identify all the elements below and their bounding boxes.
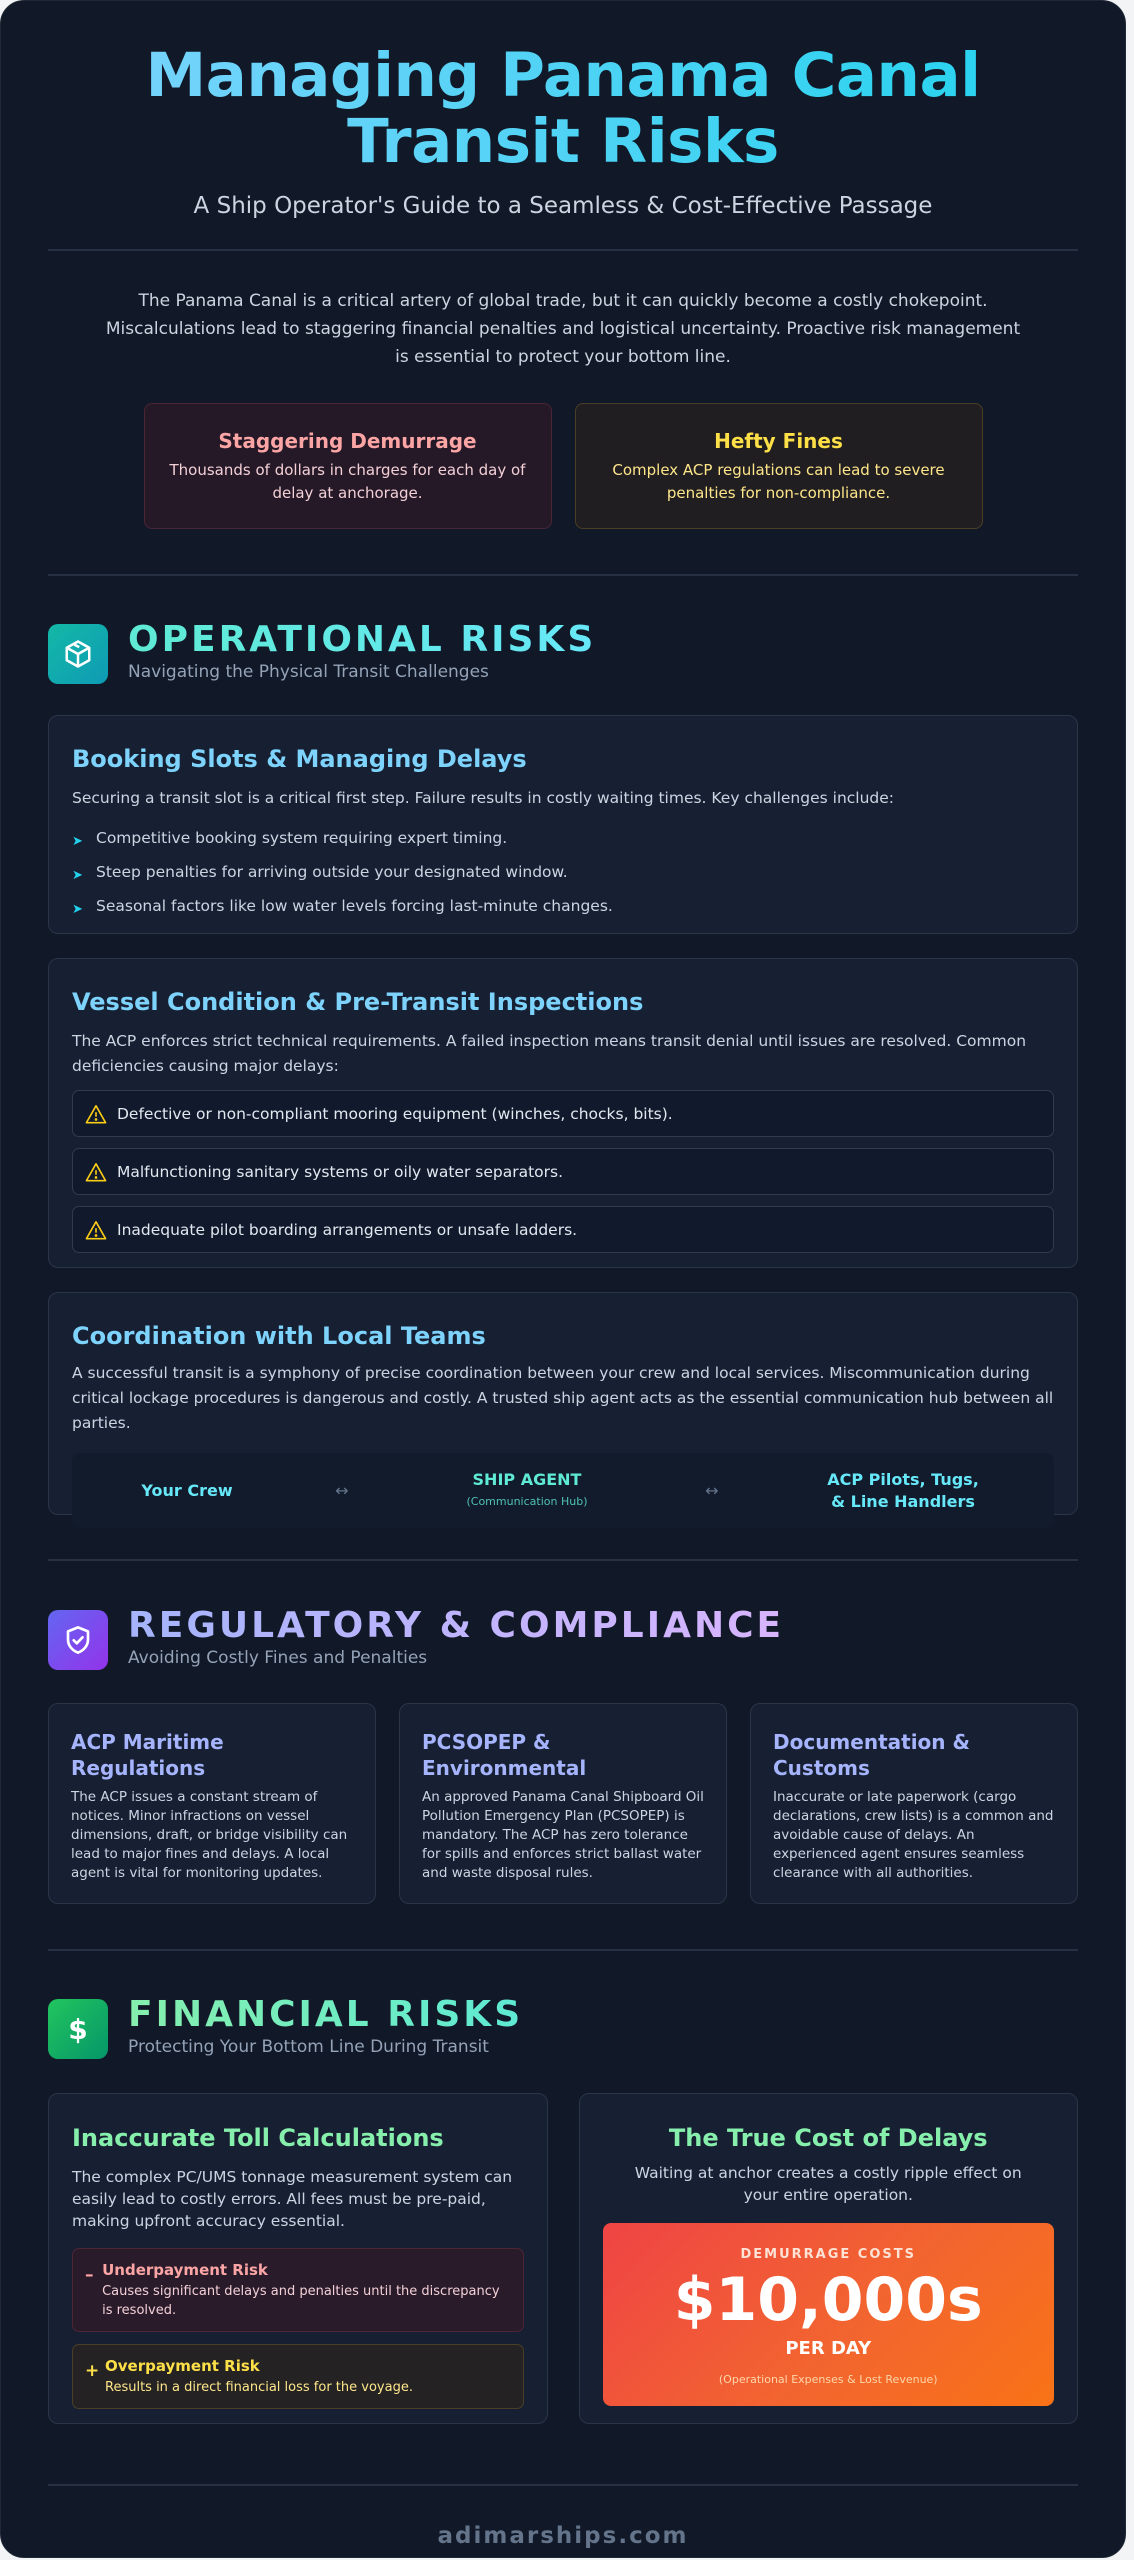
cost-note: (Operational Expenses & Lost Revenue): [718, 2373, 938, 2386]
divider: [48, 1949, 1078, 1951]
intro-text: The Panama Canal is a critical artery of global trade, but it can quickly become a costly chokepoint. Miscalculations lead to staggering financial penalties and logistical uncertainty. Proactive risk management is essential to protect your bottom line.: [105, 291, 1021, 367]
shield-check-icon: [48, 1610, 108, 1670]
overpayment-risk: [72, 2344, 524, 2409]
cost-period: PER DAY: [785, 2338, 872, 2359]
flow-node-agent: SHIP AGENT (Communication Hub): [466, 1469, 588, 1508]
cost-label: DEMURRAGE COSTS: [740, 2247, 916, 2262]
card-acp-regulations: [48, 1703, 376, 1904]
demurrage-cost-box: [603, 2223, 1055, 2406]
risk-text: Causes significant delays and penalties until the discrepancy is resolved.: [102, 2284, 500, 2318]
section-subtitle: Protecting Your Bottom Line During Transit: [128, 2037, 489, 2057]
flow-node-crew: Your Crew: [141, 1480, 233, 1500]
warning-icon: [85, 1220, 107, 1240]
risk-text: Results in a direct financial loss for the voyage.: [105, 2380, 413, 2395]
section-title: FINANCIAL RISKS: [128, 1994, 524, 2035]
warning-icon: [85, 1104, 107, 1124]
warning-item: Malfunctioning sanitary systems or oily water separators.: [72, 1148, 1054, 1195]
underpayment-risk: [72, 2248, 524, 2332]
section-subtitle: Navigating the Physical Transit Challenges: [128, 662, 489, 682]
card-text: Securing a transit slot is a critical first step. Failure results in costly waiting times. Key challenges include:: [72, 789, 895, 807]
card-text: The ACP issues a constant stream of notices. Minor infractions on vessel dimensions, draft, or bridge visibility can lead to major fines and delays. A local agent is vital for monitoring updates.: [71, 1789, 348, 1881]
divider: [48, 1559, 1078, 1561]
alert-demurrage: [144, 403, 552, 529]
alert-text: Thousands of dollars in charges for each day of delay at anchorage.: [169, 461, 526, 502]
warning-icon: [85, 1162, 107, 1182]
bullet-list: [72, 821, 1054, 923]
card-title: ACP Maritime Regulations: [71, 1730, 224, 1780]
card-delay-cost: [579, 2093, 1079, 2424]
alert-title: Staggering Demurrage: [218, 429, 477, 453]
cost-amount: $10,000s: [673, 2265, 983, 2335]
risk-title: Underpayment Risk: [102, 2261, 268, 2279]
warning-list: [72, 1090, 1054, 1253]
regulatory-cards: [48, 1703, 1078, 1904]
card-title: Documentation & Customs: [773, 1730, 970, 1780]
card-text: Inaccurate or late paperwork (cargo declarations, crew lists) is a common and avoidable cause of delays. An experienced agent ensures seamless clearance with all authorities.: [773, 1789, 1054, 1881]
section-header-operational: [48, 620, 1078, 684]
section-title: OPERATIONAL RISKS: [128, 619, 597, 660]
coordination-flow: [72, 1453, 1054, 1528]
cube-icon: [48, 624, 108, 684]
alert-title: Hefty Fines: [714, 429, 843, 453]
plus-icon: +: [85, 2361, 100, 2381]
card-coordination: [48, 1292, 1078, 1515]
card-text: An approved Panama Canal Shipboard Oil Pollution Emergency Plan (PCSOPEP) is mandatory. The ACP has zero tolerance for spills and enforces strict ballast water and waste disposal rules.: [422, 1789, 704, 1881]
financial-cards: [48, 2093, 1078, 2424]
section-subtitle: Avoiding Costly Fines and Penalties: [128, 1648, 428, 1668]
flow-node-acp: ACP Pilots, Tugs, & Line Handlers: [827, 1469, 979, 1511]
card-title: The True Cost of Delays: [668, 2124, 988, 2152]
alert-text: Complex ACP regulations can lead to severe penalties for non-compliance.: [612, 461, 945, 502]
chevron-right-icon: ➤: [72, 901, 83, 917]
risk-title: Overpayment Risk: [105, 2357, 260, 2375]
card-title: Coordination with Local Teams: [72, 1322, 486, 1350]
card-title: PCSOPEP & Environmental: [422, 1730, 587, 1780]
chevron-right-icon: ➤: [72, 833, 83, 849]
card-booking: [48, 715, 1078, 934]
page-subtitle: A Ship Operator's Guide to a Seamless & Cost-Effective Passage: [193, 193, 933, 219]
card-documentation: [750, 1703, 1078, 1904]
chevron-right-icon: ➤: [72, 867, 83, 883]
divider: [48, 2484, 1078, 2486]
card-text: Waiting at anchor creates a costly ripple effect on your entire operation.: [634, 2164, 1022, 2204]
list-item: ➤ Seasonal factors like low water levels forcing last-minute changes.: [72, 897, 613, 917]
footer-brand: adimarships.com: [437, 2523, 689, 2549]
section-title: REGULATORY & COMPLIANCE: [128, 1605, 785, 1646]
alert-fines: [575, 403, 983, 529]
alert-row: [48, 403, 1078, 529]
card-pcsopep: [399, 1703, 727, 1904]
card-toll: [48, 2093, 548, 2424]
dollar-icon: $: [48, 1999, 108, 2059]
list-item: ➤ Steep penalties for arriving outside your designated window.: [72, 863, 568, 883]
arrows-horizontal-icon: ↔: [705, 1481, 719, 1500]
section-header-regulatory: [48, 1606, 1078, 1670]
card-title: Vessel Condition & Pre-Transit Inspections: [72, 988, 644, 1016]
page-title: Managing Panama Canal Transit Risks: [48, 43, 1078, 175]
warning-item: Inadequate pilot boarding arrangements or unsafe ladders.: [72, 1206, 1054, 1253]
divider: [48, 574, 1078, 576]
warning-item: Defective or non-compliant mooring equipment (winches, chocks, bits).: [72, 1090, 1054, 1137]
arrows-horizontal-icon: ↔: [335, 1481, 349, 1500]
list-item: ➤ Competitive booking system requiring expert timing.: [72, 829, 508, 849]
divider: [48, 249, 1078, 251]
card-title: Booking Slots & Managing Delays: [72, 745, 527, 773]
card-text: The complex PC/UMS tonnage measurement system can easily lead to costly errors. All fees must be pre-paid, making upfront accuracy essential.: [72, 2168, 513, 2230]
card-title: Inaccurate Toll Calculations: [72, 2124, 444, 2152]
minus-icon: –: [85, 2265, 94, 2285]
card-inspection: [48, 958, 1078, 1268]
section-header-financial: [48, 1995, 1078, 2059]
card-text: A successful transit is a symphony of precise coordination between your crew and local services. Miscommunication during critical lockage procedures is dangerous and costly. A trusted ship agent acts as the essential communication hub between all parties.: [72, 1364, 1054, 1432]
card-text: The ACP enforces strict technical requirements. A failed inspection means transit denial until issues are resolved. Common deficiencies causing major delays:: [72, 1032, 1027, 1075]
